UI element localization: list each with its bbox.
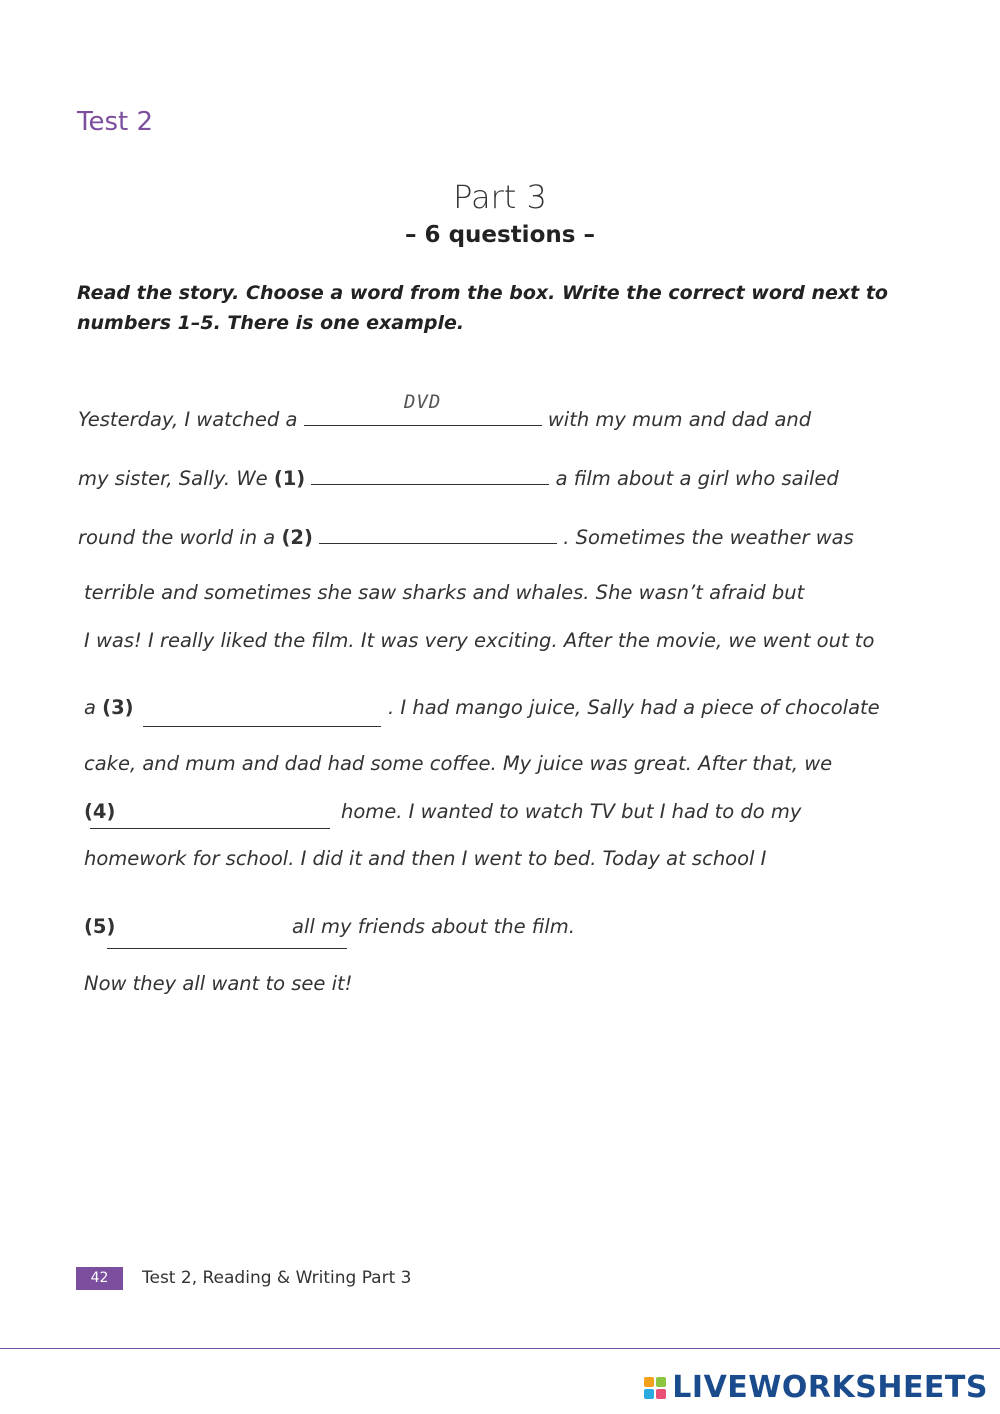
question-number-5: (5) xyxy=(84,915,116,938)
test-label: Test 2 xyxy=(77,107,154,137)
footer-text: Test 2, Reading & Writing Part 3 xyxy=(142,1268,412,1288)
story-line-2 xyxy=(78,464,839,490)
story-line-7: cake, and mum and dad had some coffee. My juice was great. After that, we xyxy=(84,752,833,775)
page-number-badge: 42 xyxy=(76,1267,123,1290)
story-text: a film about a girl who sailed xyxy=(555,467,839,490)
story-line-6-end: . I had mango juice, Sally had a piece of chocolate xyxy=(388,696,880,719)
story-text: a xyxy=(84,696,96,719)
question-number-4: (4) xyxy=(84,800,116,823)
liveworksheets-brand[interactable] xyxy=(644,1370,988,1405)
story-text: Yesterday, I watched a xyxy=(78,408,298,431)
story-line-10-end: all my friends about the film. xyxy=(292,915,575,938)
story-line-1 xyxy=(78,391,812,431)
story-text: round the world in a xyxy=(78,526,276,549)
question-number-1: (1) xyxy=(273,467,306,490)
story-line-9: homework for school. I did it and then I went to bed. Today at school I xyxy=(84,847,767,870)
story-line-5: I was! I really liked the film. It was very exciting. After the movie, we went out to xyxy=(84,629,875,652)
part-title: Part 3 xyxy=(453,178,547,216)
story-text: my sister, Sally. We xyxy=(78,467,268,490)
story-line-8-end: home. I wanted to watch TV but I had to do my xyxy=(341,800,802,823)
story-line-11: Now they all want to see it! xyxy=(84,972,353,995)
story-line-4: terrible and sometimes she saw sharks and whales. She wasn’t afraid but xyxy=(84,581,805,604)
answer-blank-3[interactable] xyxy=(143,706,381,727)
liveworksheets-logo-icon xyxy=(644,1377,666,1399)
question-number-3: (3) xyxy=(102,696,134,719)
question-number-2: (2) xyxy=(281,526,313,549)
story-line-3 xyxy=(78,523,854,549)
example-blank xyxy=(304,391,542,426)
story-text: with my mum and dad and xyxy=(547,408,812,431)
answer-blank-2[interactable] xyxy=(319,523,557,544)
answer-blank-4[interactable] xyxy=(90,808,330,829)
part-subtitle: – 6 questions – xyxy=(405,222,595,248)
story-text: . Sometimes the weather was xyxy=(563,526,854,549)
brand-name: LIVEWORKSHEETS xyxy=(672,1370,988,1405)
answer-blank-1[interactable] xyxy=(311,464,549,485)
footer-divider xyxy=(0,1348,1000,1349)
example-answer: DVD xyxy=(403,391,442,413)
story-line-6-start xyxy=(84,696,134,719)
instructions: Read the story. Choose a word from the box. Write the correct word next to numbers 1–5. There is one example. xyxy=(77,282,888,334)
